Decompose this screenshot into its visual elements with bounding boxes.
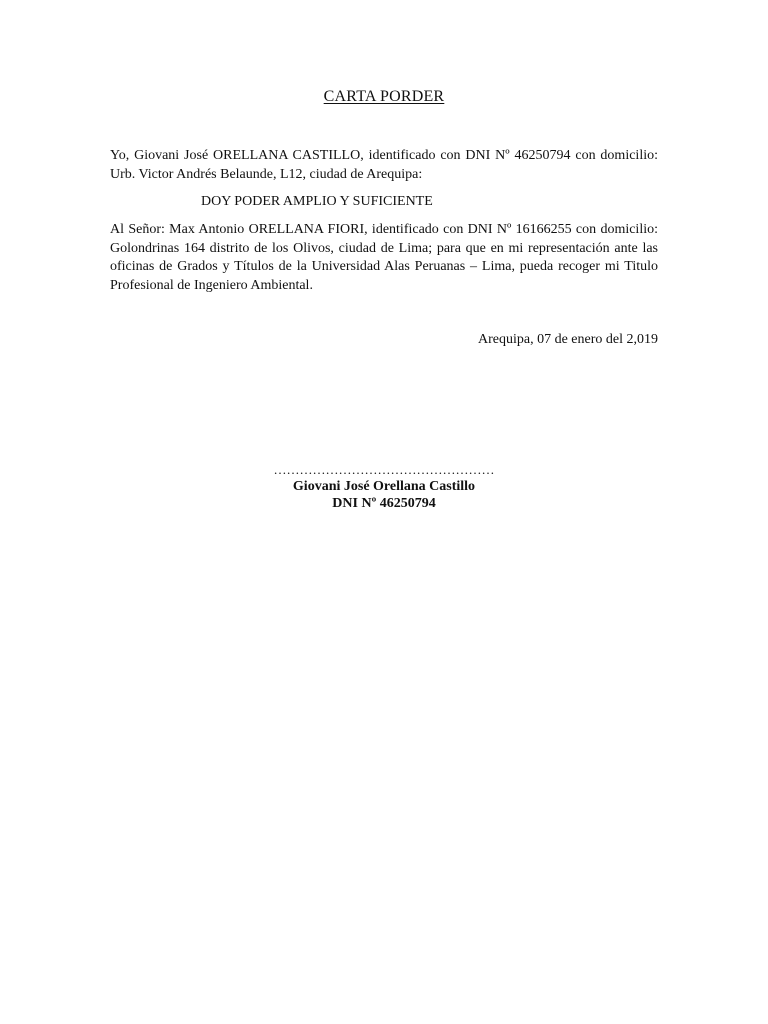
- document-title: CARTA PORDER: [323, 88, 445, 105]
- grantee-paragraph: Al Señor: Max Antonio ORELLANA FIORI, identificado con DNI Nº 16166255 con domicilio: Golondrinas 164 distrito de los Olivos, ciudad de Lima; para que en mi representación ante las oficinas de Grados y Títulos de la Universidad Alas Peruanas – Lima, pueda recoger mi Titulo Profesional de Ingeniero Ambiental.: [110, 222, 658, 293]
- signature-line: ……………………………………………: [273, 462, 495, 477]
- grant-statement: DOY PODER AMPLIO Y SUFICIENTE: [201, 194, 433, 209]
- grantor-paragraph: Yo, Giovani José ORELLANA CASTILLO, identificado con DNI Nº 46250794 con domicilio: Urb. Victor Andrés Belaunde, L12, ciudad de Arequipa:: [110, 148, 658, 182]
- signer-name: Giovani José Orellana Castillo: [292, 479, 476, 494]
- signature-block: [0, 462, 768, 512]
- signer-dni: DNI Nº 46250794: [332, 496, 436, 511]
- place-date: Arequipa, 07 de enero del 2,019: [478, 332, 658, 347]
